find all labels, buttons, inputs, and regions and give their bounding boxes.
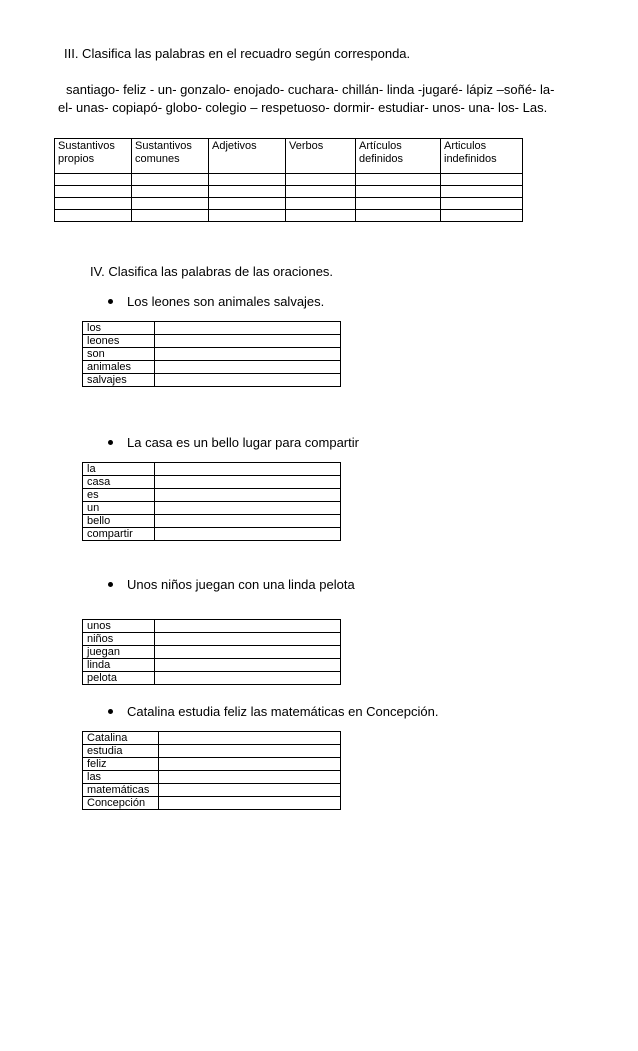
word-table-1 xyxy=(82,321,341,387)
word-cell: niños xyxy=(83,633,155,646)
table-row xyxy=(83,361,341,374)
answer-cell[interactable] xyxy=(155,659,341,672)
table-row xyxy=(83,502,341,515)
table-cell[interactable] xyxy=(132,210,209,222)
bullet-icon xyxy=(108,709,113,714)
word-cell: juegan xyxy=(83,646,155,659)
table-row xyxy=(83,633,341,646)
answer-cell[interactable] xyxy=(159,758,341,771)
section-4-heading: IV. Clasifica las palabras de las oraciones. xyxy=(90,264,334,279)
table-cell[interactable] xyxy=(356,174,441,186)
answer-cell[interactable] xyxy=(155,463,341,476)
header-sustantivos-comunes: Sustantivos comunes xyxy=(132,139,209,174)
table-cell[interactable] xyxy=(55,186,132,198)
answer-cell[interactable] xyxy=(159,745,341,758)
word-cell: los xyxy=(83,322,155,335)
table-cell[interactable] xyxy=(55,210,132,222)
word-cell: compartir xyxy=(83,528,155,541)
answer-cell[interactable] xyxy=(155,672,341,685)
word-cell: leones xyxy=(83,335,155,348)
answer-cell[interactable] xyxy=(155,528,341,541)
word-cell: son xyxy=(83,348,155,361)
table-cell[interactable] xyxy=(441,198,523,210)
table-cell[interactable] xyxy=(132,186,209,198)
table-cell[interactable] xyxy=(356,186,441,198)
table-cell[interactable] xyxy=(55,174,132,186)
answer-cell[interactable] xyxy=(155,476,341,489)
table-row xyxy=(83,335,341,348)
table-row xyxy=(83,620,341,633)
word-bank-line-1: santiago- feliz - un- gonzalo- enojado- cuchara- chillán- linda -jugaré- lápiz –soñé- la- xyxy=(66,82,555,97)
word-table-4 xyxy=(82,731,341,810)
classification-header-row xyxy=(55,139,523,174)
answer-cell[interactable] xyxy=(155,374,341,387)
answer-cell[interactable] xyxy=(159,797,341,810)
table-row xyxy=(83,489,341,502)
sentence-3-text: Unos niños juegan con una linda pelota xyxy=(127,577,355,592)
table-cell[interactable] xyxy=(356,198,441,210)
bullet-icon xyxy=(108,582,113,587)
table-row xyxy=(83,374,341,387)
sentence-1 xyxy=(108,294,324,309)
bullet-icon xyxy=(108,440,113,445)
answer-cell[interactable] xyxy=(155,633,341,646)
table-cell[interactable] xyxy=(132,198,209,210)
answer-cell[interactable] xyxy=(155,322,341,335)
table-cell[interactable] xyxy=(209,174,286,186)
table-cell[interactable] xyxy=(209,210,286,222)
table-row xyxy=(83,758,341,771)
header-articulos-indefinidos: Articulos indefinidos xyxy=(441,139,523,174)
table-cell[interactable] xyxy=(286,174,356,186)
word-cell: es xyxy=(83,489,155,502)
table-cell[interactable] xyxy=(441,210,523,222)
word-table-2 xyxy=(82,462,341,541)
answer-cell[interactable] xyxy=(155,489,341,502)
answer-cell[interactable] xyxy=(155,515,341,528)
table-cell[interactable] xyxy=(286,186,356,198)
table-row xyxy=(83,463,341,476)
table-row xyxy=(55,198,523,210)
table-row xyxy=(83,322,341,335)
table-cell[interactable] xyxy=(441,174,523,186)
word-cell: Concepción xyxy=(83,797,159,810)
word-cell: unos xyxy=(83,620,155,633)
table-row xyxy=(83,659,341,672)
sentence-1-text: Los leones son animales salvajes. xyxy=(127,294,325,309)
table-row xyxy=(83,797,341,810)
section-3-heading: III. Clasifica las palabras en el recuadro según corresponda. xyxy=(64,46,411,61)
table-row xyxy=(83,515,341,528)
word-cell: un xyxy=(83,502,155,515)
table-cell[interactable] xyxy=(286,198,356,210)
bullet-icon xyxy=(108,299,113,304)
answer-cell[interactable] xyxy=(155,348,341,361)
word-table-3 xyxy=(82,619,341,685)
word-cell: Catalina xyxy=(83,732,159,745)
answer-cell[interactable] xyxy=(155,361,341,374)
header-adjetivos: Adjetivos xyxy=(209,139,286,174)
answer-cell[interactable] xyxy=(155,335,341,348)
word-cell: matemáticas xyxy=(83,784,159,797)
sentence-4 xyxy=(108,704,438,719)
word-cell: feliz xyxy=(83,758,159,771)
table-row xyxy=(55,174,523,186)
word-cell: bello xyxy=(83,515,155,528)
classification-table xyxy=(54,138,523,222)
table-row xyxy=(83,646,341,659)
word-cell: estudia xyxy=(83,745,159,758)
answer-cell[interactable] xyxy=(155,646,341,659)
table-cell[interactable] xyxy=(441,186,523,198)
header-verbos: Verbos xyxy=(286,139,356,174)
sentence-2 xyxy=(108,435,359,450)
table-cell[interactable] xyxy=(209,198,286,210)
word-cell: casa xyxy=(83,476,155,489)
table-row xyxy=(83,745,341,758)
word-cell: pelota xyxy=(83,672,155,685)
answer-cell[interactable] xyxy=(159,784,341,797)
answer-cell[interactable] xyxy=(159,732,341,745)
sentence-2-text: La casa es un bello lugar para compartir xyxy=(127,435,359,450)
word-cell: linda xyxy=(83,659,155,672)
table-row xyxy=(83,771,341,784)
header-articulos-definidos: Artículos definidos xyxy=(356,139,441,174)
table-row xyxy=(55,186,523,198)
table-row xyxy=(83,528,341,541)
word-cell: salvajes xyxy=(83,374,155,387)
table-row xyxy=(83,348,341,361)
table-row xyxy=(83,476,341,489)
table-cell[interactable] xyxy=(356,210,441,222)
sentence-4-text: Catalina estudia feliz las matemáticas en Concepción. xyxy=(127,704,439,719)
table-cell[interactable] xyxy=(209,186,286,198)
table-row xyxy=(55,210,523,222)
header-sustantivos-propios: Sustantivos propios xyxy=(55,139,132,174)
word-cell: la xyxy=(83,463,155,476)
sentence-3 xyxy=(108,577,355,592)
word-cell: las xyxy=(83,771,159,784)
table-cell[interactable] xyxy=(132,174,209,186)
table-row xyxy=(83,784,341,797)
answer-cell[interactable] xyxy=(155,620,341,633)
word-cell: animales xyxy=(83,361,155,374)
answer-cell[interactable] xyxy=(155,502,341,515)
table-row xyxy=(83,732,341,745)
table-cell[interactable] xyxy=(286,210,356,222)
answer-cell[interactable] xyxy=(159,771,341,784)
word-bank-line-2: el- unas- copiapó- globo- colegio – respetuoso- dormir- estudiar- unos- una- los- Las. xyxy=(58,100,548,115)
table-cell[interactable] xyxy=(55,198,132,210)
table-row xyxy=(83,672,341,685)
